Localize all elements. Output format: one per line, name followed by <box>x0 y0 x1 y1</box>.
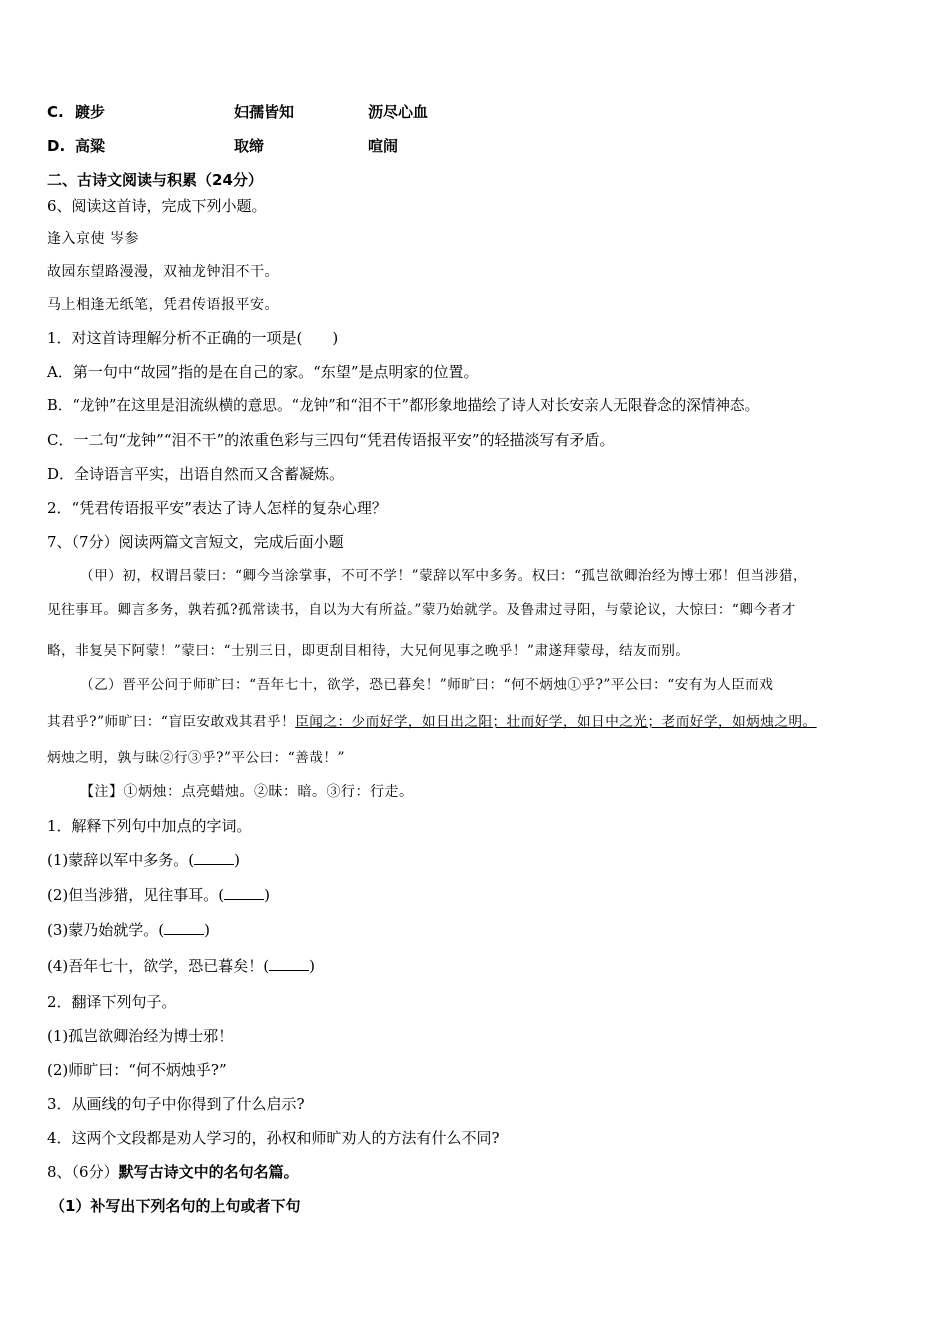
item-text: (2)但当涉猎，见往事耳。( <box>47 886 225 904</box>
answer-blank[interactable] <box>224 885 264 900</box>
close-paren: ) <box>309 957 315 975</box>
q6-option-a: A．第一句中“故园”指的是在自己的家。“东望”是点明家的位置。 <box>47 363 479 381</box>
passage-yi-line-1: （乙）晋平公问于师旷曰：“吾年七十，欲学，恐已暮矣！”师旷曰：“何不炳烛①乎?”平公曰：“安有为人臣而戏 <box>80 677 774 693</box>
option-word-2: 妇孺皆知 <box>234 103 295 121</box>
close-paren: ) <box>234 851 240 869</box>
q6-option-b: B．“龙钟”在这里是泪流纵横的意思。“龙钟”和“泪不干”都形象地描绘了诗人对长安亲人无限眷念的深情神态。 <box>47 397 760 414</box>
answer-blank[interactable] <box>269 956 309 971</box>
poem-line-1: 故园东望路漫漫，双袖龙钟泪不干。 <box>47 264 279 280</box>
poem-title: 逢入京使 岑参 <box>47 231 139 247</box>
q6-option-c: C．一二句“龙钟”“泪不干”的浓重色彩与三四句“凭君传语报平安”的轻描淡写有矛盾。 <box>47 431 615 449</box>
q6-sub2: 2．“凭君传语报平安”表达了诗人怎样的复杂心理？ <box>47 499 387 517</box>
poem-line-2: 马上相逢无纸笔，凭君传语报平安。 <box>47 297 279 313</box>
option-word-2: 取缔 <box>234 137 265 155</box>
q7-sub4: 4．这两个文段都是劝人学习的，孙权和师旷劝人的方法有什么不同? <box>47 1129 500 1147</box>
q7-sub3: 3．从画线的句子中你得到了什么启示? <box>47 1095 305 1113</box>
answer-blank[interactable] <box>164 920 204 935</box>
underlined-sentence: 臣闻之：少而好学，如日出之阳；壮而好学，如日中之光；老而好学，如炳烛之明。 <box>295 714 817 730</box>
q8-sub1: （1）补写出下列名句的上句或者下句 <box>50 1197 301 1215</box>
option-word-1: 高粱 <box>75 137 106 155</box>
q7-sub2-item-1: (1)孤岂欲卿治经为博士邪！ <box>47 1027 234 1045</box>
q7-sub1-item-2 <box>47 885 270 905</box>
item-text: (1)蒙辞以军中多务。( <box>47 851 195 869</box>
answer-blank[interactable] <box>194 850 234 865</box>
option-letter: C. <box>47 103 64 121</box>
q7-sub1-item-3 <box>47 920 210 940</box>
option-letter: D. <box>47 137 66 155</box>
q6-intro: 6、阅读这首诗，完成下列小题。 <box>47 197 267 215</box>
passage-jia-line-3: 略，非复吴下阿蒙！”蒙曰：“士别三日，即更刮目相待，大兄何见事之晚乎！”肃遂拜蒙母，结友而别。 <box>47 643 690 659</box>
q6-option-d: D．全诗语言平实，出语自然而又含蓄凝炼。 <box>47 465 345 483</box>
q8-score: 8、（6分） <box>47 1163 119 1181</box>
option-row-c <box>47 102 547 122</box>
passage-jia-line-1: （甲）初，权谓吕蒙曰：“卿今当涂掌事，不可不学！”蒙辞以军中多务。权曰：“孤岂欲卿治经为博士邪！但当涉猎， <box>80 568 808 584</box>
passage-yi-line-2-text: 其君乎?”师旷曰：“盲臣安敢戏其君乎！ <box>47 714 296 730</box>
q7-sub1-item-4 <box>47 956 315 976</box>
annotation-note: 【注】①炳烛：点亮蜡烛。②昧：暗。③行：行走。 <box>80 784 414 800</box>
q8-title: 默写古诗文中的名句名篇。 <box>118 1163 299 1181</box>
option-word-3: 喧闹 <box>368 137 399 155</box>
item-text: (4)吾年七十，欲学，恐已暮矣！( <box>47 957 270 975</box>
option-word-1: 踱步 <box>75 103 106 121</box>
passage-jia-line-2: 见往事耳。卿言多务，孰若孤?孤常读书，自以为大有所益。”蒙乃始就学。及鲁肃过寻阳，与蒙论议，大惊曰：“卿今者才 <box>47 602 796 618</box>
q7-sub1: 1．解释下列句中加点的字词。 <box>47 817 252 835</box>
q8-intro <box>47 1162 299 1182</box>
close-paren: ) <box>204 921 210 939</box>
close-paren: ) <box>264 886 270 904</box>
option-row-d <box>47 136 547 156</box>
q7-sub2: 2．翻译下列句子。 <box>47 993 177 1011</box>
section-heading: 二、古诗文阅读与积累（24分） <box>47 171 263 189</box>
q7-sub2-item-2: (2)师旷曰：“何不炳烛乎?” <box>47 1061 227 1079</box>
passage-yi-line-2 <box>47 712 817 732</box>
passage-yi-line-3: 炳烛之明，孰与昧②行③乎?”平公曰：“善哉！” <box>47 750 345 766</box>
item-text: (3)蒙乃始就学。( <box>47 921 165 939</box>
q7-intro: 7、（7分）阅读两篇文言短文，完成后面小题 <box>47 533 344 551</box>
q6-sub1: 1．对这首诗理解分析不正确的一项是( ) <box>47 329 339 347</box>
q7-sub1-item-1 <box>47 850 240 870</box>
option-word-3: 沥尽心血 <box>368 103 429 121</box>
